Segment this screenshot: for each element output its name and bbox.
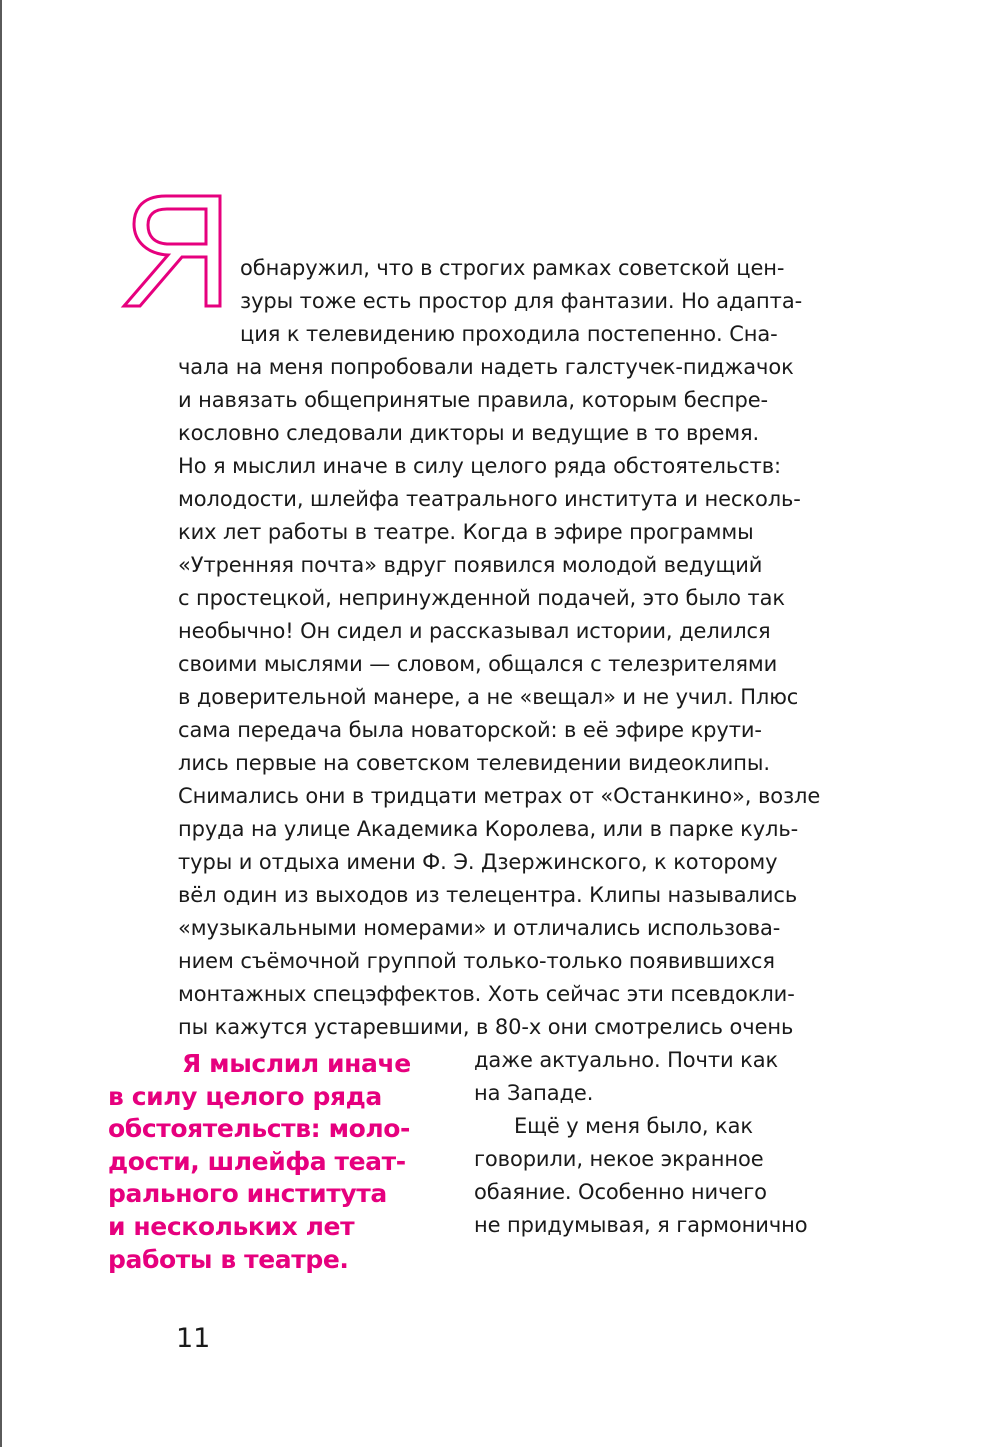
pull-quote-line: работы в театре. [108,1244,349,1274]
body-line: молодости, шлейфа театрального института и несколь- [178,487,801,511]
body-line: пруда на улице Академика Королева, или в парке куль- [178,817,799,841]
body-line: монтажных спецэффектов. Хоть сейчас эти псевдокли- [178,982,795,1006]
drop-cap-letter [118,192,224,310]
body-line: в доверительной манере, а не «вещал» и не учил. Плюс [178,685,799,709]
body-line: «Утренняя почта» вдруг появился молодой ведущий [178,553,763,577]
body-line: ция к телевидению проходила постепенно. Сна- [240,322,778,346]
body-line: лись первые на советском телевидении видеоклипы. [178,751,770,775]
body-line: вёл один из выходов из телецентра. Клипы назывались [178,883,798,907]
body-line: туры и отдыха имени Ф. Э. Дзержинского, к которому [178,850,778,874]
pull-quote-line: и нескольких лет [108,1211,355,1241]
page-number: 11 [176,1323,211,1354]
body-line: необычно! Он сидел и рассказывал истории, делился [178,619,771,643]
pull-quote [108,1048,411,1276]
pull-quote-line: в силу целого ряда [108,1081,382,1111]
body-line: на Западе. [474,1081,594,1105]
body-line: и навязать общепринятые правила, которым беспре- [178,388,769,412]
body-line: Снимались они в тридцати метрах от «Останкино», возле [178,784,821,808]
pull-quote-line: дости, шлейфа теат- [108,1146,406,1176]
page-edge-line [0,0,2,1447]
body-line: с простецкой, непринужденной подачей, это было так [178,586,785,610]
body-line: Но я мыслил иначе в силу целого ряда обстоятельств: [178,454,781,478]
body-line: своими мыслями — словом, общался с телезрителями [178,652,778,676]
body-line: чала на меня попробовали надеть галстучек-пиджачок [178,355,794,379]
body-line: обаяние. Особенно ничего [474,1180,767,1204]
pull-quote-line: обстоятельств: моло- [108,1114,411,1144]
body-line: нием съёмочной группой только-только появившихся [178,949,775,973]
body-line: пы кажутся устаревшими, в 80-х они смотрелись очень [178,1015,794,1039]
body-line: говорили, некое экранное [474,1147,764,1171]
body-line: Ещё у меня было, как [514,1114,753,1138]
body-line: даже актуально. Почти как [474,1048,779,1072]
pull-quote-line: рального института [108,1179,387,1209]
body-line: «музыкальными номерами» и отличались использова- [178,916,781,940]
pull-quote-line: Я мыслил иначе [182,1049,411,1078]
body-line: зуры тоже есть простор для фантазии. Но адапта- [240,289,803,313]
body-line: ких лет работы в театре. Когда в эфире программы [178,520,754,544]
body-line: кословно следовали дикторы и ведущие в то время. [178,421,760,445]
body-line: обнаружил, что в строгих рамках советской цен- [240,256,785,280]
body-line: не придумывая, я гармонично [474,1213,808,1237]
body-line: сама передача была новаторской: в её эфире крути- [178,718,762,742]
